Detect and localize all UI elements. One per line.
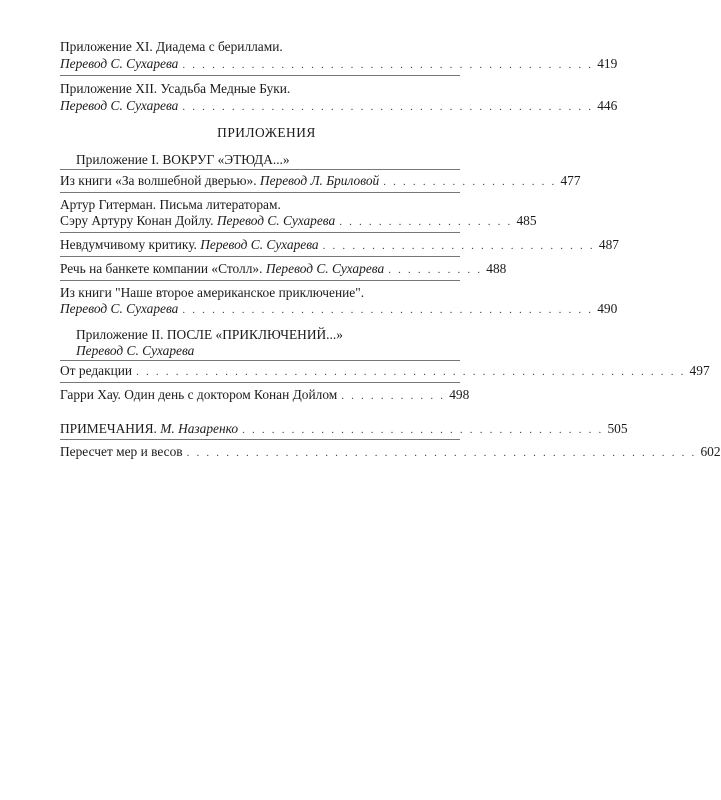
leader-dots: . . . . . . . . . . .: [341, 390, 446, 402]
leader-dots: . . . . . . . . . . . . . . . . . . . . . . . . . . . . . . . . . . . . . . . . . .: [182, 59, 594, 71]
divider: [60, 169, 460, 170]
leader-dots: . . . . . . . . . . . . . . . . . . . . . . . . . . . . . . . . . . . . .: [242, 424, 604, 436]
author: М. Назаренко: [160, 421, 239, 436]
leader-dots: . . . . . . . . . . . . . . . . . . . . . . . . . . . . . . . . . . . . . . . . . . . . . . . . . . . . . . . .: [136, 366, 686, 378]
translator: Перевод С. Сухарева: [76, 343, 195, 358]
divider: [60, 256, 460, 257]
entry-text: Пересчет мер и весов: [60, 444, 183, 459]
toc-entry-title: Приложение XII. Усадьба Медные Буки.: [60, 81, 291, 96]
page-number: 490: [597, 301, 618, 316]
translator: Перевод С. Сухарева: [60, 98, 179, 113]
divider: [60, 382, 460, 383]
leader-dots: . . . . . . . . . .: [388, 264, 483, 276]
translator: Перевод С. Сухарева: [216, 213, 336, 228]
page-number: 446: [597, 98, 618, 113]
leader-dots: . . . . . . . . . . . . . . . . . . . . . . . . . . . .: [322, 240, 595, 252]
entry-text: Гарри Хау. Один день с доктором Конан Дойлом: [60, 387, 338, 402]
page-number: 505: [607, 421, 628, 436]
appendix-title: Приложение I. ВОКРУГ «ЭТЮДА...»: [76, 152, 290, 167]
toc-entry: [60, 362, 710, 380]
appendix-title: Приложение II. ПОСЛЕ «ПРИКЛЮЧЕНИЙ...»: [76, 327, 343, 342]
divider: [60, 439, 460, 440]
toc-entry: [60, 300, 618, 318]
page-number: 487: [598, 237, 619, 252]
page-number: 477: [560, 173, 581, 188]
toc-entry: [60, 55, 618, 73]
translator: Перевод С. Сухарева: [265, 261, 385, 276]
page-number: 419: [597, 56, 618, 71]
toc-entry: [60, 260, 507, 278]
page-number: 498: [449, 387, 470, 402]
page-number: 602: [700, 444, 721, 459]
toc-entry: [60, 386, 470, 404]
page-number: 488: [486, 261, 507, 276]
entry-text: Сэру Артуру Конан Дойлу.: [60, 213, 217, 228]
divider: [60, 75, 460, 76]
page-number: 485: [516, 213, 537, 228]
divider: [60, 232, 460, 233]
entry-text: Из книги "Наше второе американское приключение".: [60, 285, 365, 300]
translator: Перевод С. Сухарева: [200, 237, 319, 252]
divider: [60, 192, 460, 193]
leader-dots: . . . . . . . . . . . . . . . . . . . . . . . . . . . . . . . . . . . . . . . . . . . . . . . . . . . .: [186, 447, 697, 459]
entry-text: От редакции: [60, 363, 133, 378]
entry-text: ПРИМЕЧАНИЯ.: [60, 421, 161, 436]
section-heading: ПРИЛОЖЕНИЯ: [217, 125, 316, 140]
translator: Перевод С. Сухарева: [60, 301, 179, 316]
toc-entry: [60, 420, 628, 438]
divider: [60, 280, 460, 281]
toc-entry: [60, 236, 619, 254]
toc-entry-title: Приложение XI. Диадема с бериллами.: [60, 39, 283, 54]
leader-dots: . . . . . . . . . . . . . . . . . .: [383, 176, 557, 188]
page-number: 497: [689, 363, 710, 378]
toc-entry: [60, 97, 618, 115]
entry-text: Невдумчивому критику.: [60, 237, 201, 252]
translator: Перевод Л. Бриловой: [259, 173, 380, 188]
entry-text: Речь на банкете компании «Столл».: [60, 261, 266, 276]
toc-entry: [60, 443, 721, 461]
leader-dots: . . . . . . . . . . . . . . . . . . . . . . . . . . . . . . . . . . . . . . . . . .: [182, 304, 594, 316]
toc-entry: [60, 172, 581, 190]
toc-entry: [60, 212, 537, 230]
divider: [60, 360, 460, 361]
entry-text: Артур Гитерман. Письма литераторам.: [60, 197, 281, 212]
translator: Перевод С. Сухарева: [60, 56, 179, 71]
entry-text: Из книги «За волшебной дверью».: [60, 173, 260, 188]
leader-dots: . . . . . . . . . . . . . . . . . .: [339, 216, 513, 228]
leader-dots: . . . . . . . . . . . . . . . . . . . . . . . . . . . . . . . . . . . . . . . . . .: [182, 101, 594, 113]
